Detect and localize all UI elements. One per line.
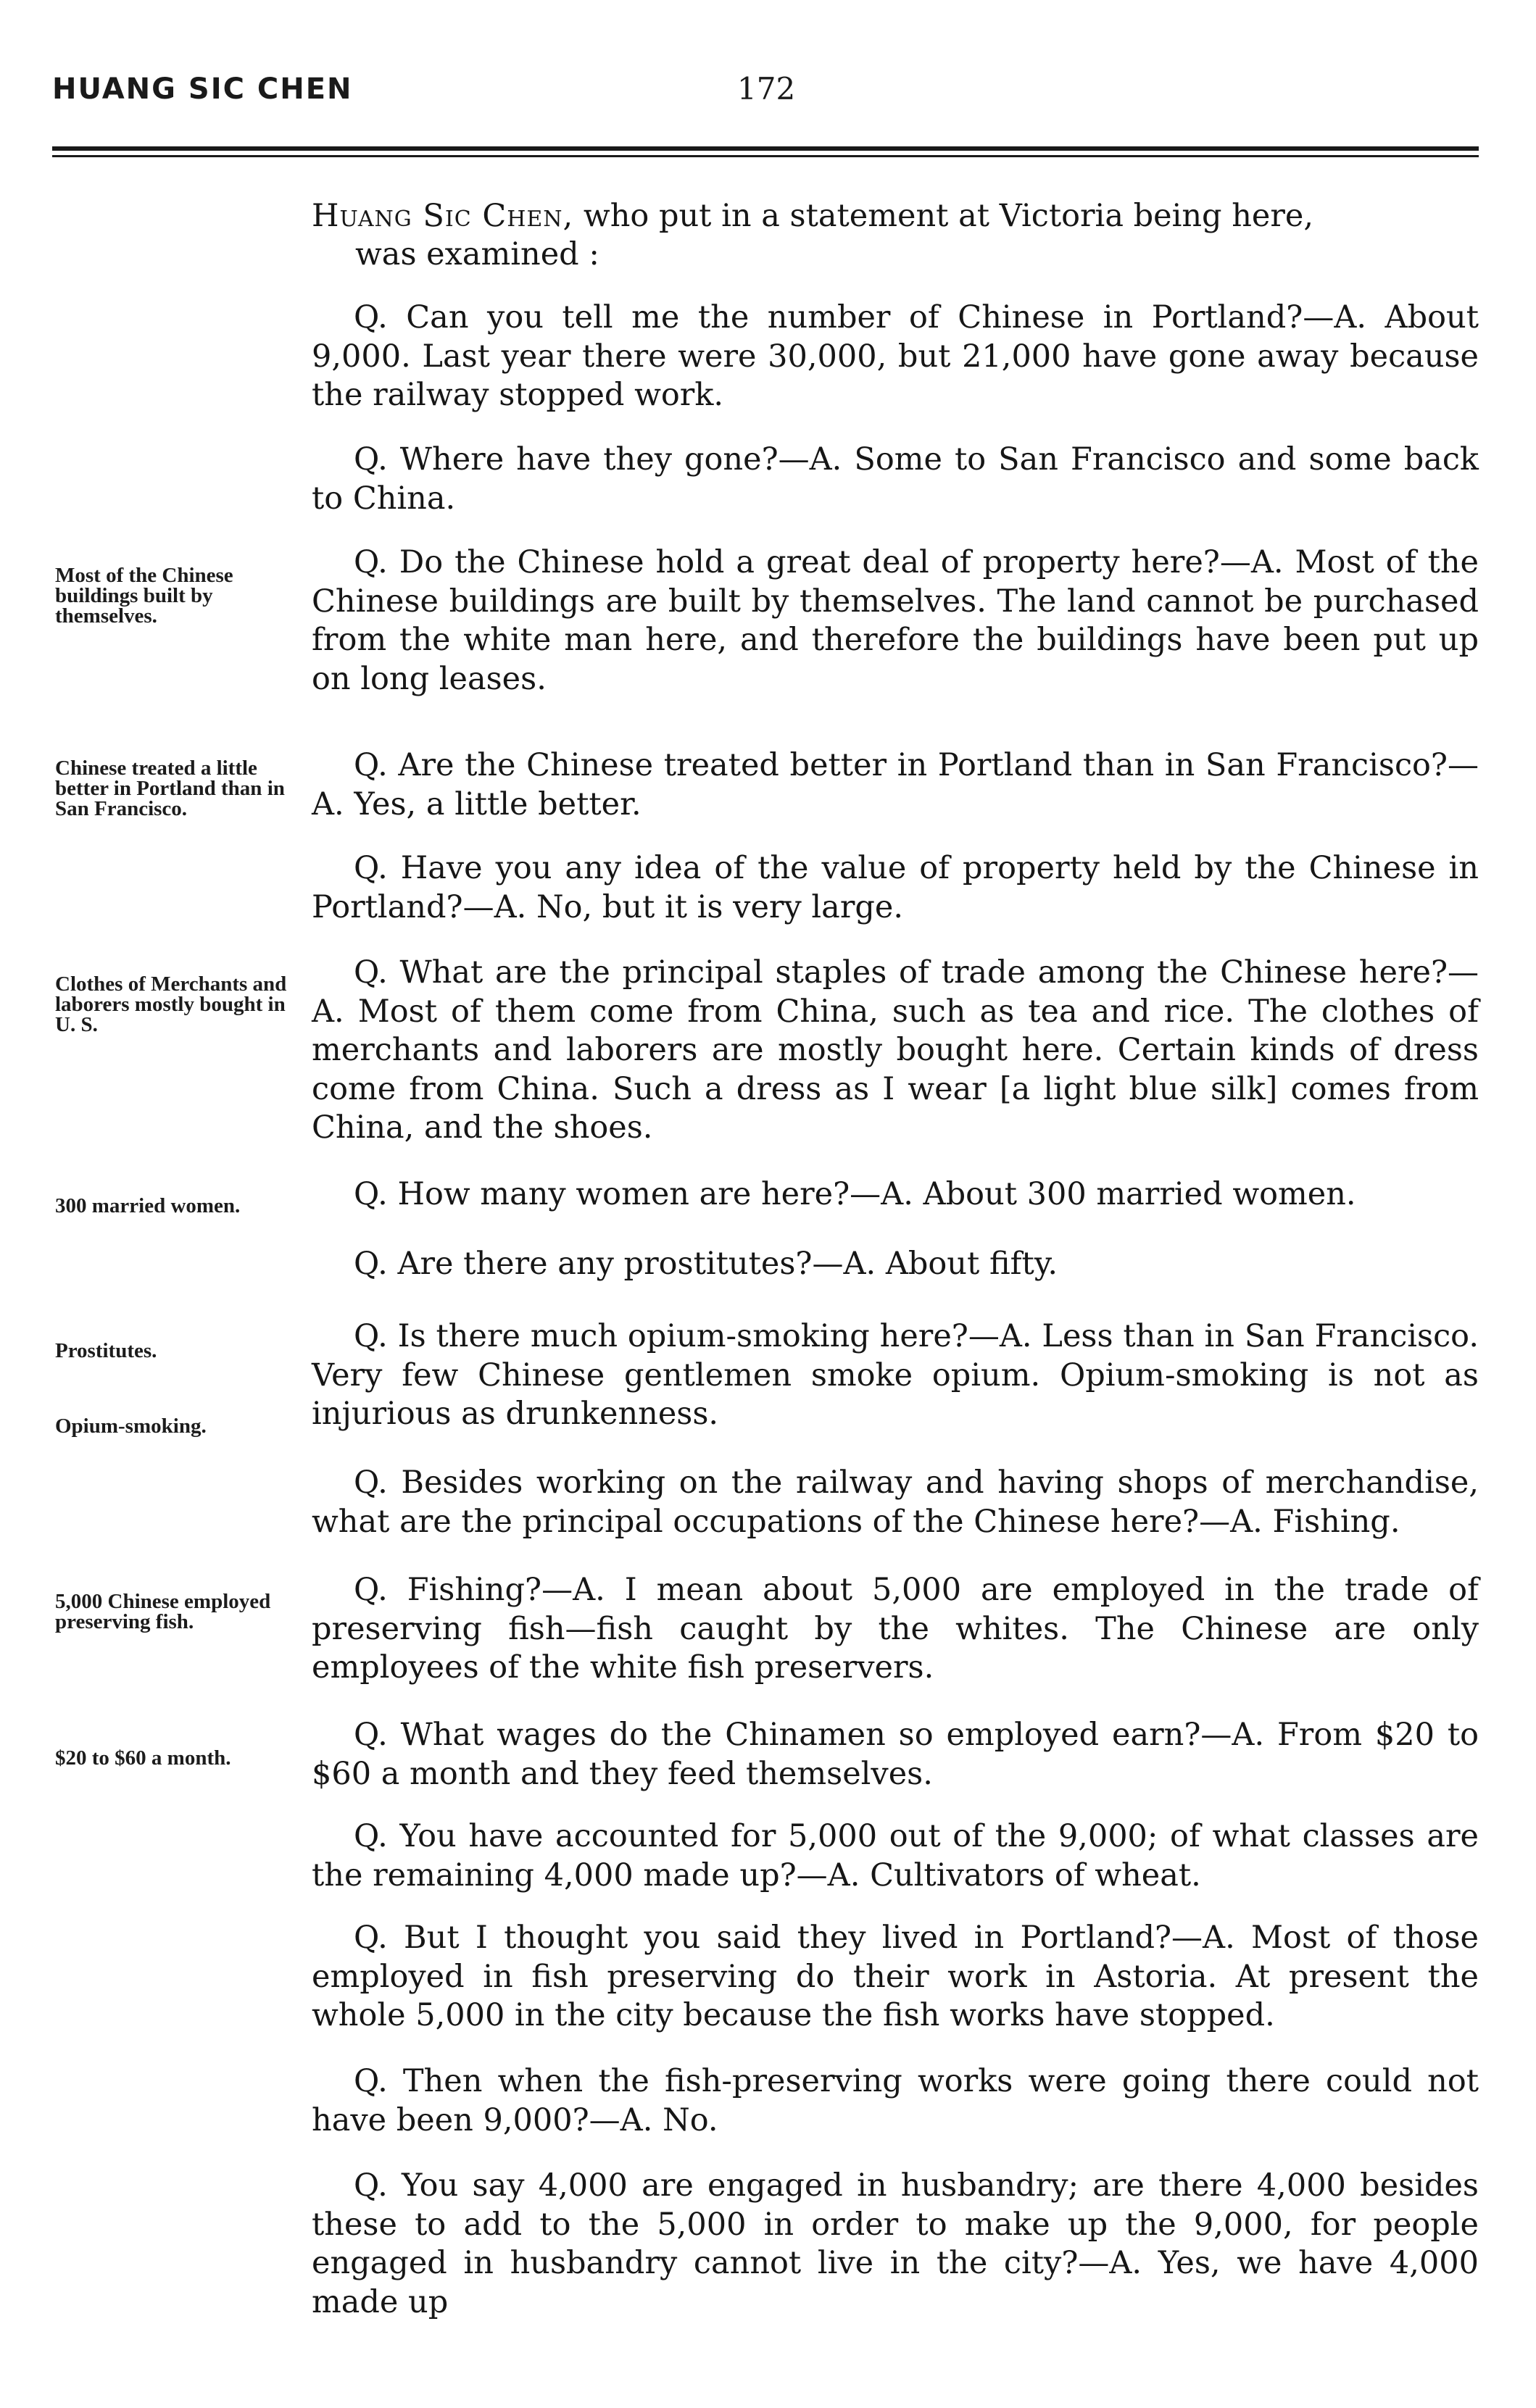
page-number: 172: [737, 71, 796, 107]
speaker-name: Huang Sic Chen,: [312, 198, 574, 234]
qa-paragraph-5: Q. Have you any idea of the value of property held by the Chinese in Portland?—A. No, but it is very large.: [312, 850, 1479, 925]
qa-paragraph-10: Q. Besides working on the railway and having shops of merchandise, what are the principal occupations of the Chinese here?—A. Fishing.: [312, 1465, 1479, 1540]
qa-paragraph-8: Q. Are there any prostitutes?—A. About fifty.: [354, 1246, 1058, 1282]
margin-note-fish: 5,000 Chinese employed preserving fish.: [55, 1590, 271, 1633]
qa-paragraph-15: Q. Then when the fish-preserving works were going there could not have been 9,000?—A. No.: [312, 2063, 1479, 2138]
qa-paragraph-16: Q. You say 4,000 are engaged in husbandry; are there 4,000 besides these to add to the 5,000 in order to make up the 9,000, for people engaged in husbandry cannot live in the city?—A. Yes, we have 4,000 made up: [312, 2167, 1479, 2320]
margin-note-buildings: Most of the Chinese buildings built by themselves.: [55, 564, 233, 628]
qa-paragraph-9: Q. Is there much opium-smoking here?—A. Less than in San Francisco. Very few Chinese gentlemen smoke opium. Opium-smoking is not as injurious as drunkenness.: [312, 1318, 1479, 1432]
intro-paragraph: [312, 197, 1479, 274]
header-rule-thick: [52, 146, 1479, 151]
qa-paragraph-13: Q. You have accounted for 5,000 out of the 9,000; of what classes are the remaining 4,000 made up?—A. Cultivators of wheat.: [312, 1818, 1479, 1894]
qa-paragraph-14: Q. But I thought you said they lived in Portland?—A. Most of those employed in fish preserving do their work in Astoria. At present the whole 5,000 in the city because the fish works have stopped.: [312, 1920, 1479, 2033]
page-header: [52, 72, 1480, 119]
margin-note-treated: Chinese treated a little better in Portland than in San Francisco.: [55, 757, 285, 820]
qa-paragraph-12: Q. What wages do the Chinamen so employed earn?—A. From $20 to $60 a month and they feed themselves.: [312, 1717, 1479, 1792]
margin-note-clothes: Clothes of Merchants and laborers mostly bought in U. S.: [55, 972, 287, 1036]
qa-paragraph-4: Q. Are the Chinese treated better in Portland than in San Francisco?—A. Yes, a little better.: [312, 747, 1479, 822]
margin-note-prostitutes: Prostitutes.: [55, 1339, 157, 1362]
qa-paragraph-11: Q. Fishing?—A. I mean about 5,000 are employed in the trade of preserving fish—fish caught by the whites. The Chinese are only employees of the white fish preservers.: [312, 1572, 1479, 1686]
qa-paragraph-3: Q. Do the Chinese hold a great deal of property here?—A. Most of the Chinese buildings are built by themselves. The land cannot be purchased from the white man here, and therefore the buildings have been put up on long leases.: [312, 544, 1479, 697]
qa-paragraph-1: Q. Can you tell me the number of Chinese in Portland?—A. About 9,000. Last year there were 30,000, but 21,000 have gone away because the railway stopped work.: [312, 299, 1479, 413]
header-rule-thin: [52, 155, 1479, 157]
intro-line-1: who put in a statement at Victoria being here,: [573, 198, 1314, 234]
margin-note-opium: Opium-smoking.: [55, 1415, 207, 1438]
margin-note-wages: $20 to $60 a month.: [55, 1746, 231, 1770]
running-head: HUANG SIC CHEN: [52, 72, 353, 106]
intro-line-2: was examined :: [355, 236, 599, 272]
qa-paragraph-6: Q. What are the principal staples of trade among the Chinese here?—A. Most of them come from China, such as tea and rice. The clothes of merchants and laborers are mostly bought here. Certain kinds of dress come from China. Such a dress as I wear [a light blue silk] comes from China, and the shoes.: [312, 954, 1479, 1146]
qa-paragraph-7: Q. How many women are here?—A. About 300 married women.: [354, 1176, 1356, 1212]
qa-paragraph-2: Q. Where have they gone?—A. Some to San Francisco and some back to China.: [312, 441, 1479, 517]
margin-note-married-women: 300 married women.: [55, 1194, 241, 1217]
